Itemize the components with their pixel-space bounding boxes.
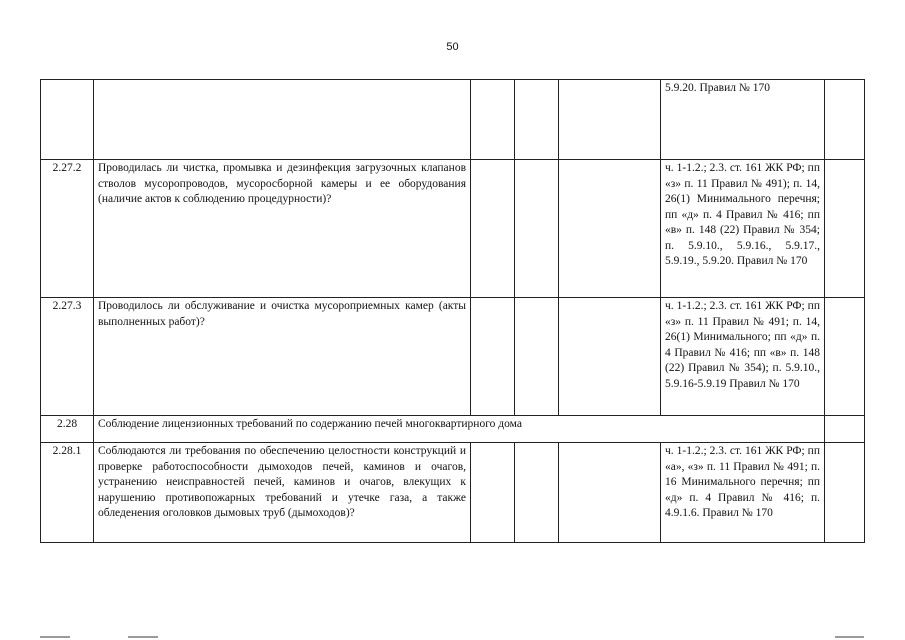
table-row (41, 443, 865, 543)
row-number: 2.28.1 (41, 443, 94, 543)
answer-cell-no (515, 160, 559, 298)
answer-cell-no (515, 80, 559, 160)
row-question: Проводилось ли обслуживание и очистка мусороприемных камер (акты выполненных работ)? (94, 298, 471, 416)
row-legal-reference: 5.9.20. Правил № 170 (661, 80, 825, 160)
row-question (94, 80, 471, 160)
scan-edge-artifact (40, 634, 864, 638)
table-row (41, 298, 865, 416)
notes-cell (825, 160, 865, 298)
row-number (41, 80, 94, 160)
answer-cell-na (559, 160, 661, 298)
row-number: 2.27.2 (41, 160, 94, 298)
row-legal-reference: ч. 1-1.2.; 2.3. ст. 161 ЖК РФ; пп «з» п. 11 Правил № 491); п. 14, 26(1) Минимального перечня; пп «д» п. 4 Правил № 416; пп «в» п. 148 (22) Правил № 354; п. 5.9.10., 5.9.16., 5.9.17., 5.9.19., 5.9.20. Правил № 170 (661, 160, 825, 298)
section-number: 2.28 (41, 416, 94, 443)
row-question: Проводилась ли чистка, промывка и дезинфекция загрузочных клапанов стволов мусоропроводов, мусоросборной камеры и ее оборудования (наличие актов к соблюдению процедурности)? (94, 160, 471, 298)
notes-cell (825, 80, 865, 160)
section-title: Соблюдение лицензионных требований по содержанию печей многоквартирного дома (94, 416, 825, 443)
document-table (40, 79, 865, 543)
answer-cell-no (515, 443, 559, 543)
row-legal-reference: ч. 1-1.2.; 2.3. ст. 161 ЖК РФ; пп «а», «з» п. 11 Правил № 491; п. 16 Минимального перечня; пп «д» п. 4 Правил № 416; п. 4.9.1.6. Правил № 170 (661, 443, 825, 543)
answer-cell-na (559, 80, 661, 160)
row-question: Соблюдаются ли требования по обеспечению целостности конструкций и проверке работоспособности дымоходов печей, каминов и очагов, устранению неисправностей печей, каминов и очагов, влекущих к нарушению противопожарных требований и утечке газа, а также обледенения оголовков дымовых труб (дымоходов)? (94, 443, 471, 543)
answer-cell-yes (471, 298, 515, 416)
section-header-row (41, 416, 865, 443)
answer-cell-na (559, 443, 661, 543)
row-legal-reference: ч. 1-1.2.; 2.3. ст. 161 ЖК РФ; пп «з» п. 11 Правил № 491; п. 14, 26(1) Минимального; пп «д» п. 4 Правил № 416; пп «в» п. 148 (22) Правил № 354); п. 5.9.10., 5.9.16-5.9.19 Правил № 170 (661, 298, 825, 416)
answer-cell-yes (471, 443, 515, 543)
row-number: 2.27.3 (41, 298, 94, 416)
answer-cell-na (559, 298, 661, 416)
answer-cell-yes (471, 80, 515, 160)
table-row (41, 80, 865, 160)
answer-cell-no (515, 298, 559, 416)
notes-cell (825, 298, 865, 416)
notes-cell (825, 443, 865, 543)
notes-cell (825, 416, 865, 443)
answer-cell-yes (471, 160, 515, 298)
page-number: 50 (446, 41, 459, 53)
table-row (41, 160, 865, 298)
